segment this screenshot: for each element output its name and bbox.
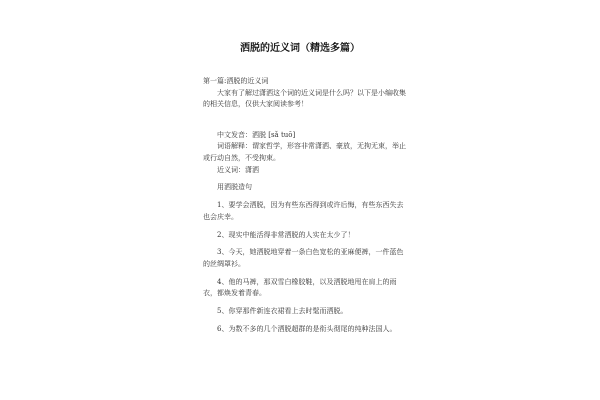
example-sentence: 5、你穿那件新连衣裙看上去时髦而洒脱。 xyxy=(217,307,348,316)
example-sentence: 2、现实中能活得非常洒脱的人实在太少了！ xyxy=(217,230,355,239)
section-heading: 第一篇:洒脱的近义词 xyxy=(203,77,269,85)
pronunciation-line: 中文发音：洒脱 [sǎ tuō] xyxy=(217,130,296,139)
document-body xyxy=(203,76,408,335)
definition-paragraph: 词语解释：谓家哲学，形容非常潇洒、豪放，无拘无束，举止或行动自然，不受拘束。 xyxy=(203,142,406,162)
example-sentence: 3、今天，她洒脱地穿着一条白色宽松的亚麻便裤，一件蓝色的丝绸罩衫。 xyxy=(203,248,404,268)
document-title: 洒脱的近义词（精选多篇） xyxy=(240,43,360,54)
intro-paragraph: 大家有了解过潇洒这个词的近义词是什么吗？以下是小编收集的相关信息，仅供大家阅读参考！ xyxy=(203,88,406,109)
example-sentence: 4、他的马裤，那双雪白橡胶鞋，以及洒脱地甩在肩上的雨衣，都焕发着青春。 xyxy=(203,277,397,298)
usage-heading: 用洒脱造句 xyxy=(217,183,252,192)
example-sentence: 6、为数不多的几个洒脱超群的是衔头彻尾的纯种法国人。 xyxy=(217,324,397,333)
synonym-line: 近义词：潇洒 xyxy=(217,165,259,174)
example-sentence: 1、要学会洒脱，因为有些东西得到或许后悔，有些东西失去也会庆幸。 xyxy=(203,201,404,221)
